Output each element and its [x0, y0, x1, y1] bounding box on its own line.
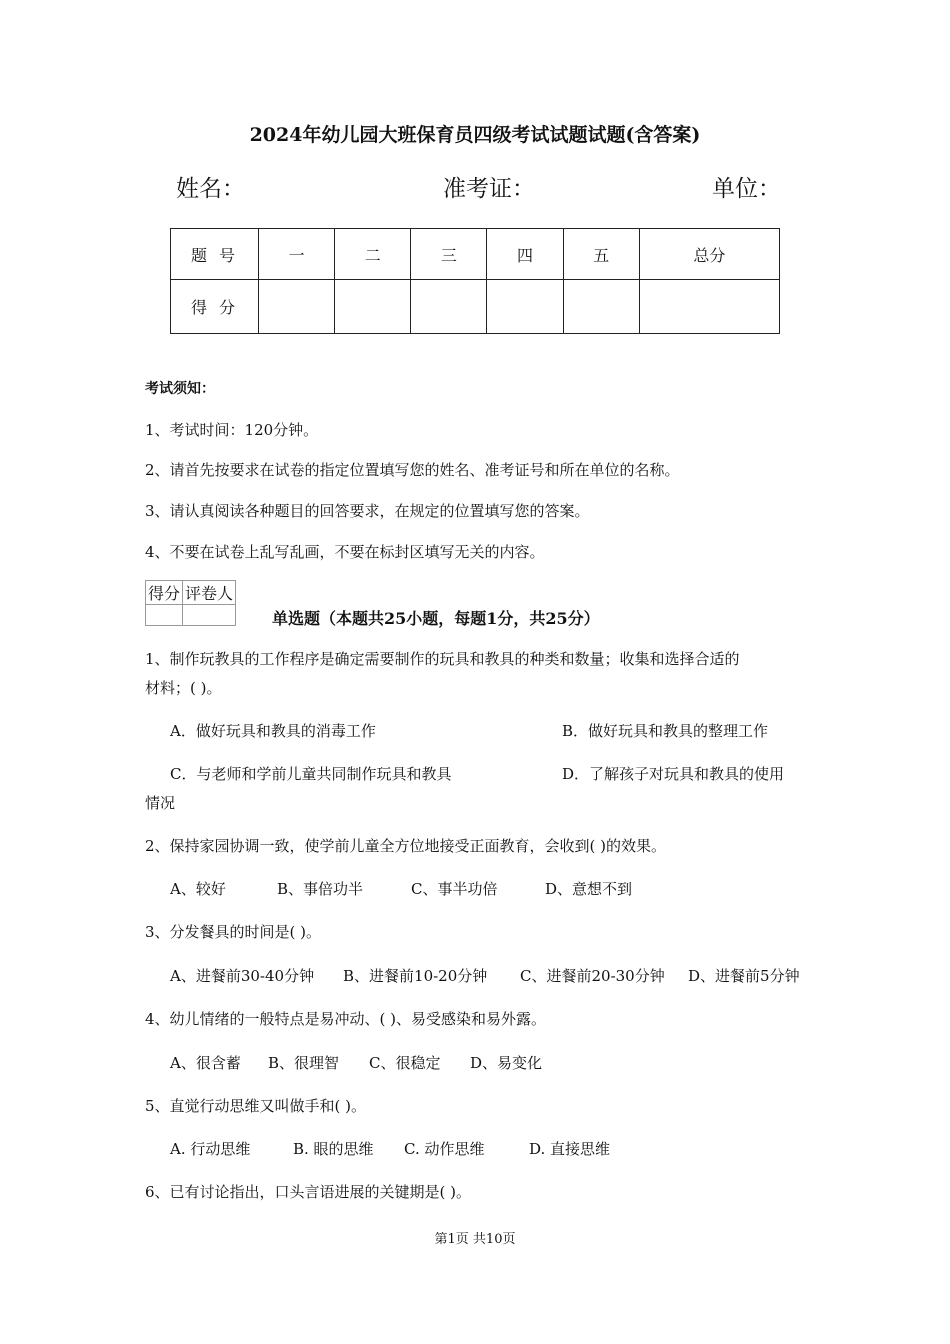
- section-heading: 单选题（本题共25小题，每题1分，共25分）: [272, 609, 600, 628]
- exam-id-field-label: 准考证：: [443, 176, 535, 202]
- question-1-option-d: D．了解孩子对玩具和教具的使用: [562, 765, 785, 783]
- notice-heading: 考试须知：: [145, 381, 215, 397]
- question-2-text: 2、保持家园协调一致，使学前儿童全方位地接受正面教育，会收到( )的效果。: [145, 837, 667, 855]
- question-4-option-d: D、易变化: [470, 1054, 543, 1072]
- unit-field-label: 单位：: [712, 176, 781, 202]
- question-3-option-b: B、进餐前10-20分钟: [343, 967, 488, 985]
- score-cell: [335, 280, 411, 334]
- question-5-option-c: C. 动作思维: [404, 1140, 485, 1158]
- header-label-cell: 题号: [171, 229, 259, 280]
- question-1-text-cont: 材料；( )。: [145, 679, 222, 697]
- question-5-option-a: A. 行动思维: [170, 1140, 251, 1158]
- column-header: 三: [411, 229, 487, 280]
- question-3-option-c: C、进餐前20-30分钟: [520, 967, 665, 985]
- score-label-cell: 得分: [171, 280, 259, 334]
- question-5-option-d: D. 直接思维: [529, 1140, 611, 1158]
- notice-item: 3、请认真阅读各种题目的回答要求，在规定的位置填写您的答案。: [145, 502, 590, 520]
- question-1-option-b: B．做好玩具和教具的整理工作: [562, 722, 769, 740]
- score-table-score-row: [171, 280, 780, 334]
- column-header: 总分: [639, 229, 779, 280]
- score-cell: [411, 280, 487, 334]
- score-cell: [487, 280, 563, 334]
- question-4-option-a: A、很含蓄: [170, 1054, 241, 1072]
- question-4-text: 4、幼儿情绪的一般特点是易冲动、( )、易受感染和易外露。: [145, 1010, 547, 1028]
- question-2-option-c: C、事半功倍: [411, 880, 498, 898]
- question-1-option-a: A．做好玩具和教具的消毒工作: [170, 722, 376, 740]
- question-3-text: 3、分发餐具的时间是( )。: [145, 923, 322, 941]
- question-2-option-d: D、意想不到: [545, 880, 633, 898]
- grader-box: [145, 580, 236, 626]
- column-header: 五: [563, 229, 639, 280]
- score-table-header-row: [171, 229, 780, 280]
- question-2-option-a: A、较好: [170, 880, 226, 898]
- column-header: 一: [259, 229, 335, 280]
- question-5-option-b: B. 眼的思维: [293, 1140, 374, 1158]
- notice-item: 2、请首先按要求在试卷的指定位置填写您的姓名、准考证号和所在单位的名称。: [145, 461, 680, 479]
- score-cell: [563, 280, 639, 334]
- score-table: [170, 228, 780, 334]
- notice-item: 1、考试时间：120分钟。: [145, 421, 319, 439]
- grader-score-label: 得分: [146, 581, 183, 605]
- question-3-option-d: D、进餐前5分钟: [688, 967, 800, 985]
- page-footer: 第1页 共10页: [434, 1232, 516, 1247]
- grader-reviewer-label: 评卷人: [183, 581, 236, 605]
- grader-score-cell: [146, 605, 183, 626]
- question-2-option-b: B、事倍功半: [277, 880, 364, 898]
- column-header: 二: [335, 229, 411, 280]
- column-header: 四: [487, 229, 563, 280]
- question-4-option-b: B、很理智: [268, 1054, 340, 1072]
- score-cell: [639, 280, 779, 334]
- name-field-label: 姓名：: [176, 176, 245, 202]
- question-5-text: 5、直觉行动思维又叫做手和( )。: [145, 1097, 367, 1115]
- question-4-option-c: C、很稳定: [369, 1054, 441, 1072]
- document-title: 2024年幼儿园大班保育员四级考试试题试题(含答案): [249, 124, 701, 146]
- notice-item: 4、不要在试卷上乱写乱画，不要在标封区填写无关的内容。: [145, 543, 545, 561]
- question-1-text: 1、制作玩教具的工作程序是确定需要制作的玩具和教具的种类和数量；收集和选择合适的: [145, 650, 740, 668]
- question-6-text: 6、已有讨论指出，口头言语进展的关键期是( )。: [145, 1183, 472, 1201]
- grader-reviewer-cell: [183, 605, 236, 626]
- question-1-option-c: C．与老师和学前儿童共同制作玩具和教具: [170, 765, 452, 783]
- score-cell: [259, 280, 335, 334]
- question-1-option-d-cont: 情况: [145, 794, 176, 812]
- question-3-option-a: A、进餐前30-40分钟: [170, 967, 315, 985]
